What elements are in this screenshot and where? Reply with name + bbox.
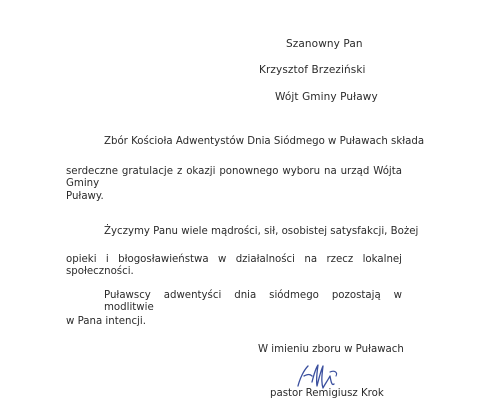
closing-on-behalf: W imieniu zboru w Puławach — [258, 344, 404, 355]
recipient-title: Wójt Gminy Puławy — [275, 91, 378, 103]
paragraph-1-line-2: serdeczne gratulacje z okazji ponownego wyboru na urząd Wójta Gminy — [66, 166, 402, 189]
paragraph-2-line-1: Życzymy Panu wiele mądrości, sił, osobistej satysfakcji, Bożej — [104, 226, 419, 237]
paragraph-1-line-1: Zbór Kościoła Adwentystów Dnia Siódmego w Puławach składa — [104, 136, 425, 147]
paragraph-3-line-2: w Pana intencji. — [66, 316, 146, 327]
recipient-name: Krzysztof Brzeziński — [259, 64, 366, 76]
paragraph-1-line-3: Puławy. — [66, 191, 104, 202]
recipient-salutation: Szanowny Pan — [286, 38, 363, 50]
signatory-name: pastor Remigiusz Krok — [270, 388, 384, 399]
paragraph-2-line-2: opieki i błogosławieństwa w działalności na rzecz lokalnej społeczności. — [66, 254, 402, 277]
paragraph-3-line-1: Puławscy adwentyści dnia siódmego pozostają w modlitwie — [104, 290, 402, 313]
